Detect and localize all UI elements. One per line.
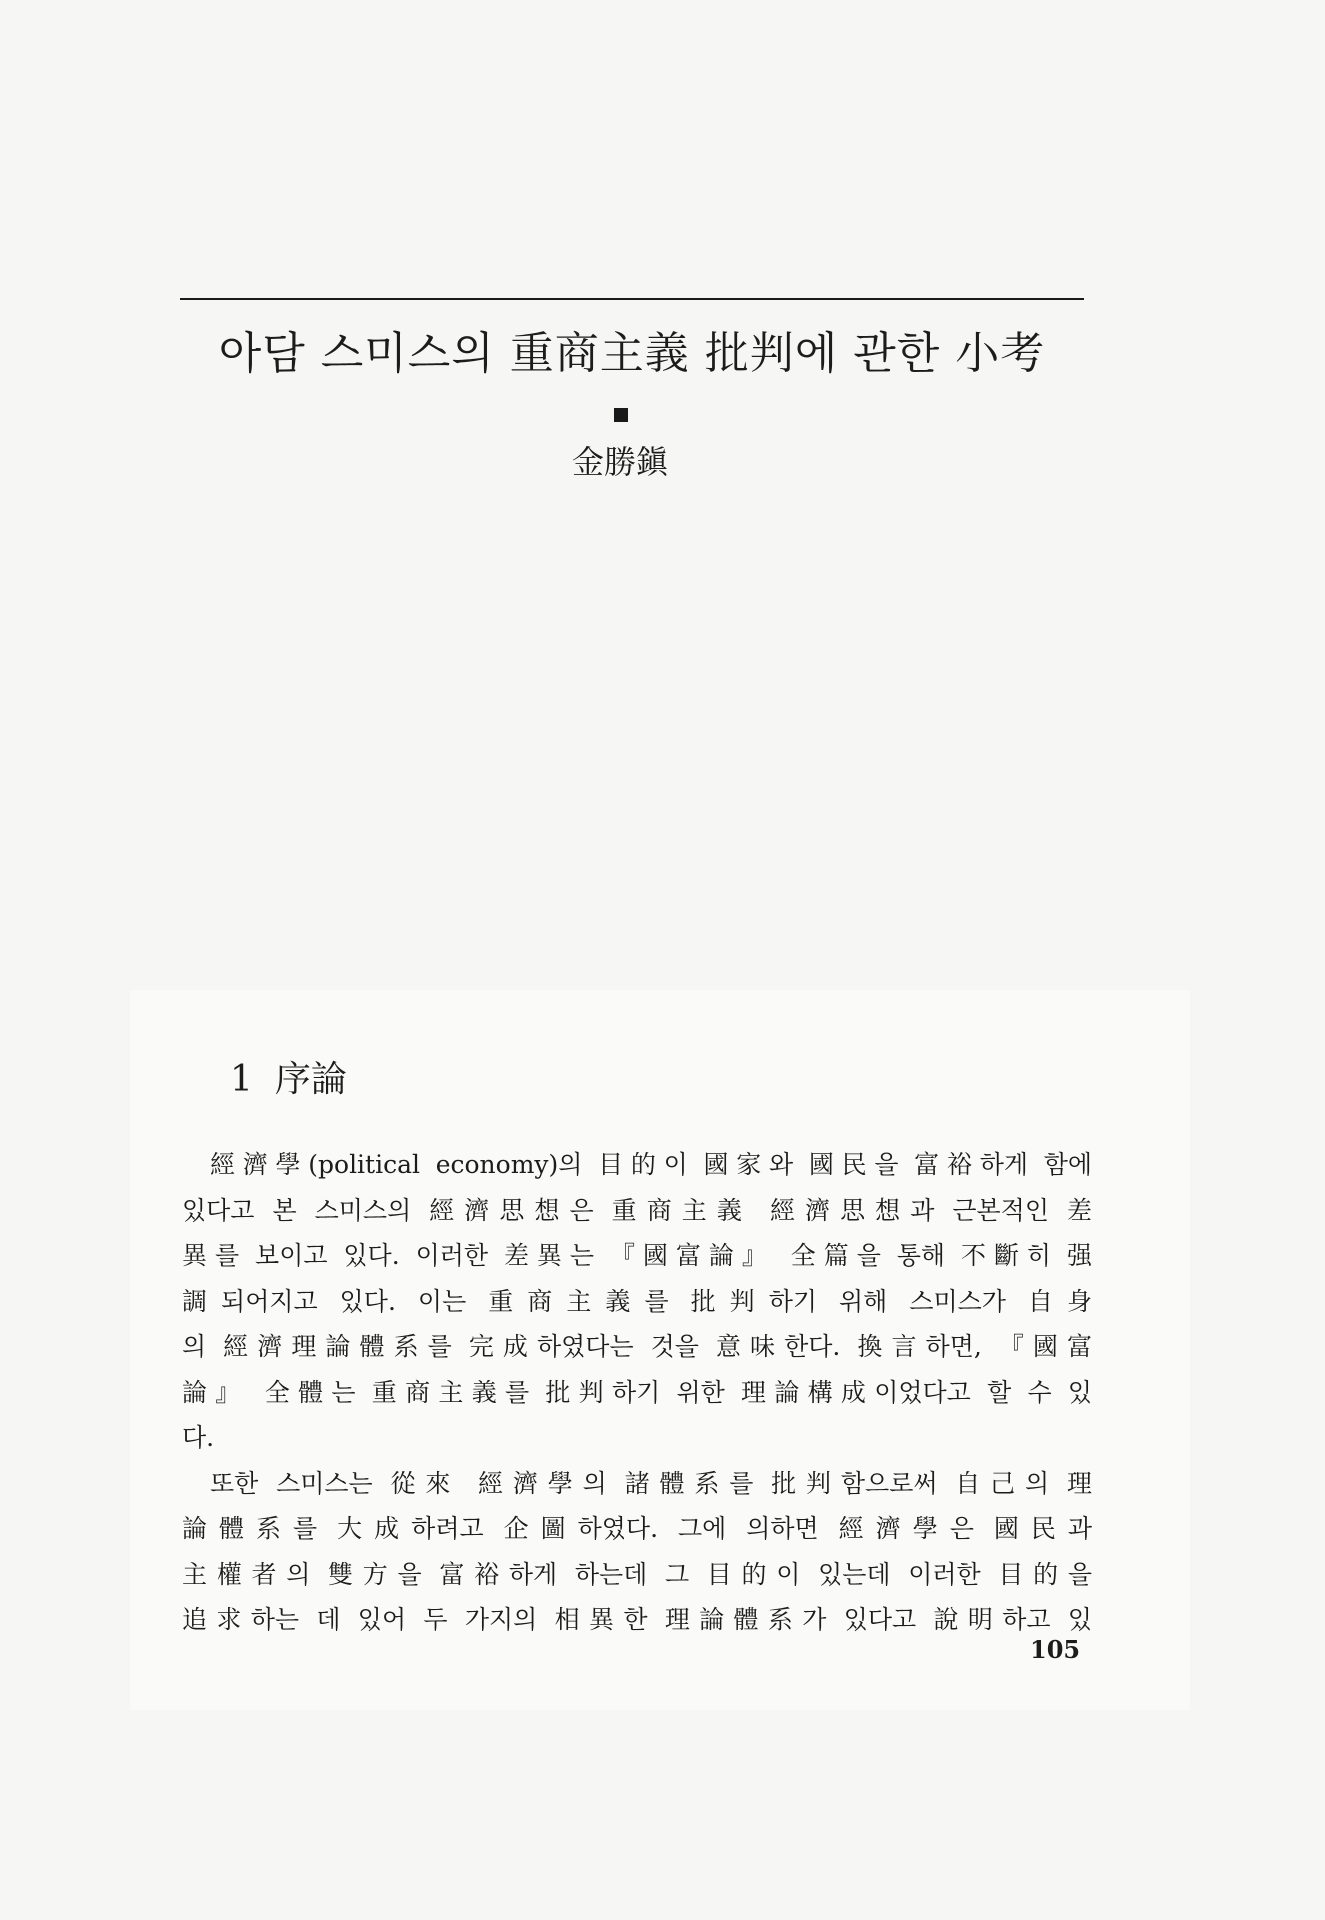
page-number: 105 (1030, 1635, 1081, 1664)
body-text (182, 1142, 1092, 1643)
body-line: 論』 全體는 重商主義를 批判하기 위한 理論構成이었다고 할 수 있 (182, 1377, 1092, 1407)
body-line: 主權者의 雙方을 富裕하게 하는데 그 目的이 있는데 이러한 目的을 (182, 1559, 1092, 1589)
author-marker-icon (614, 408, 628, 422)
body-line: 있다고 본 스미스의 經濟思想은 重商主義 經濟思想과 근본적인 差 (182, 1195, 1092, 1225)
body-line: 調되어지고 있다. 이는 重商主義를 批判하기 위해 스미스가 自身 (182, 1286, 1092, 1316)
article-title: 아담 스미스의 重商主義 批判에 관한 小考 (218, 328, 1046, 379)
section-title: 序論 (274, 1059, 347, 1100)
body-line: 論體系를 大成하려고 企圖하였다. 그에 의하면 經濟學은 國民과 (182, 1514, 1092, 1543)
body-line: 經濟學(political economy)의 目的이 國家와 國民을 富裕하게 함에 (210, 1150, 1092, 1179)
author-name: 金勝鎭 (571, 443, 668, 481)
body-line: 異를 보이고 있다. 이러한 差異는 『國富論』 全篇을 통해 不斷히 强 (182, 1241, 1092, 1270)
section-heading (230, 1052, 347, 1108)
body-line: 의 經濟理論體系를 完成하였다는 것을 意味한다. 換言하면, 『國富 (182, 1332, 1092, 1361)
section-number: 1 (230, 1059, 253, 1100)
body-line: 追求하는 데 있어 두 가지의 相異한 理論體系가 있다고 說明하고 있 (182, 1605, 1092, 1634)
body-line: 또한 스미스는 從來 經濟學의 諸體系를 批判함으로써 自己의 理 (210, 1468, 1092, 1498)
title-rule (180, 298, 1084, 300)
body-line: 다. (182, 1423, 215, 1452)
